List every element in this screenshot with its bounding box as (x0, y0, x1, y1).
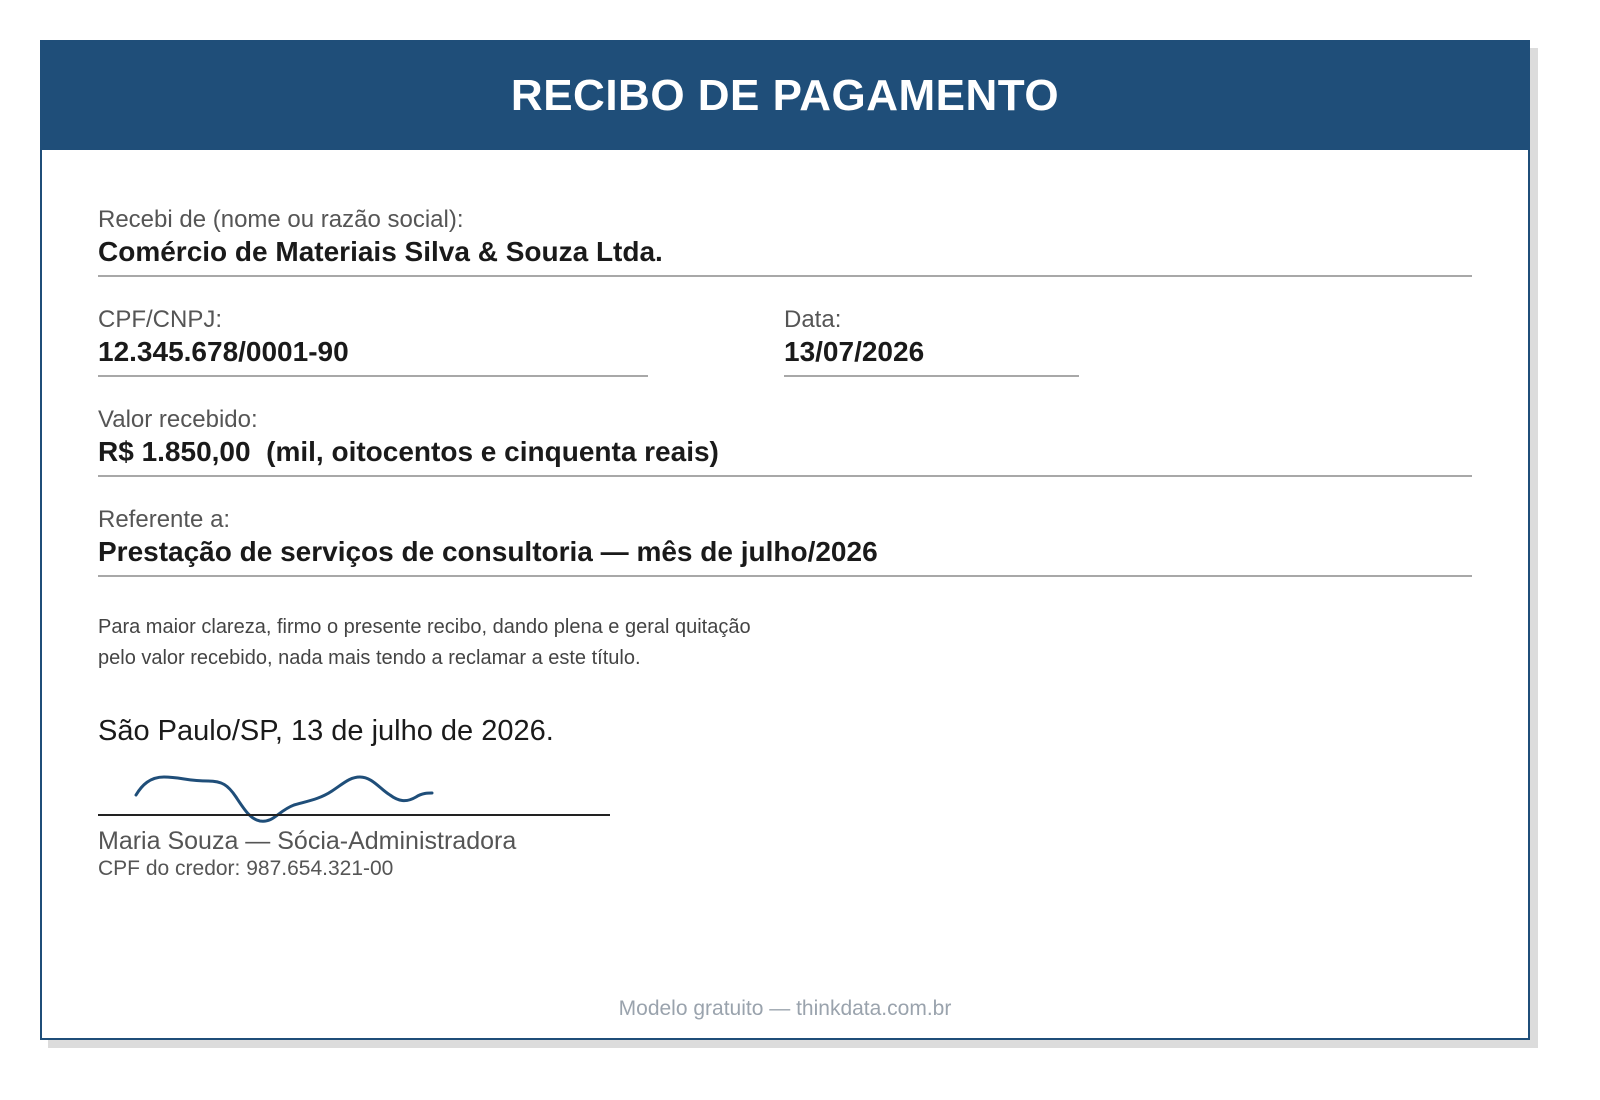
date-label: Data: (784, 306, 842, 333)
receipt-header (42, 42, 1528, 150)
place-date: São Paulo/SP, 13 de julho de 2026. (98, 715, 554, 747)
receipt-statement (98, 612, 751, 674)
signer-document: CPF do credor: 987.654.321-00 (98, 857, 394, 880)
payer-value: Comércio de Materiais Silva & Souza Ltda. (98, 235, 1472, 277)
signer-name: Maria Souza — Sócia-Administradora (98, 827, 517, 855)
document-id-label: CPF/CNPJ: (98, 306, 223, 333)
signature-line (98, 814, 610, 816)
footer-credit: Modelo gratuito — thinkdata.com.br (618, 997, 952, 1020)
reference-label: Referente a: (98, 506, 231, 533)
receipt-title: RECIBO DE PAGAMENTO (510, 71, 1060, 120)
reference-field (98, 506, 1472, 577)
payer-field (98, 206, 1472, 277)
reference-value: Prestação de serviços de consultoria — mês de julho/2026 (98, 535, 1472, 577)
amount-label: Valor recebido: (98, 406, 258, 433)
document-id-value: 12.345.678/0001-90 (98, 335, 648, 377)
receipt-card (40, 40, 1530, 1040)
date-field (784, 306, 1079, 377)
amount-field (98, 406, 1472, 477)
amount-value: R$ 1.850,00 (mil, oitocentos e cinquenta reais) (98, 435, 1472, 477)
statement-line-2: pelo valor recebido, nada mais tendo a reclamar a este título. (98, 647, 641, 669)
payer-label: Recebi de (nome ou razão social): (98, 206, 464, 233)
date-value: 13/07/2026 (784, 335, 1079, 377)
document-id-field (98, 306, 648, 377)
statement-line-1: Para maior clareza, firmo o presente recibo, dando plena e geral quitação (98, 616, 751, 638)
